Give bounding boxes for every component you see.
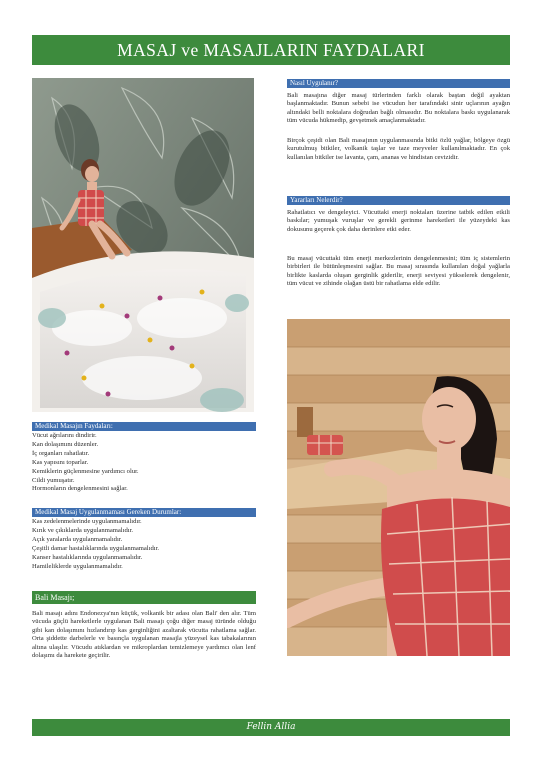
benefits-paragraph-1: Rahatlatıcı ve dengeleyici. Vücuttaki enerji noktaları üzerine tatbik edilen etkili baskılar; yumuşak vuruşlar ve gerekli gerinme hareketleri ile yüzeydeki kas dokusunu geçerek çok daha derinlere etki eder. <box>287 209 510 233</box>
list-item: Vücut ağrılarını dindirir. <box>32 432 97 439</box>
list-item: İç organları rahatlatır. <box>32 449 90 457</box>
list-item: Hormonların dengelenmesini sağlar. <box>32 485 128 493</box>
list-item: Kan dolaşımını düzenler. <box>32 440 99 448</box>
list-item: Hamileliklerde uygulanmamalıdır. <box>32 562 123 570</box>
bali-heading: Bali Masajı; <box>32 591 256 604</box>
how-applied-paragraph-1: Bali masajına diğer masaj türlerinden farklı olarak baştan değil ayaktan başlanmaktadır. Bunun sebebi ise vücudun her tarafındaki sinir uçlarının ayağın altındaki belli noktalara doğrudan bağlı olmasıdır. Bu noktalara baskı uygulanarak tüm vücuda hükmedip, gevşetmek amaçlanmaktadır. <box>287 92 510 125</box>
how-applied-paragraph-2: Birçok çeşidi olan Bali masajının uygulanmasında bitki özlü yağlar, bölgeye özgü kurutulmuş bitkiler, volkanik taşlar ve taze meyveler kullanılmaktadır. En çok kullanılan bitkiler ise lavanta, çam, ananas ve hindistan cevizidir. <box>287 137 510 161</box>
medical-benefits-list <box>32 432 256 494</box>
list-item: Kanser hastalıklarında uygulanmamalıdır. <box>32 553 143 561</box>
jacuzzi-photo <box>32 78 254 412</box>
medical-benefits-heading: Medikal Masajın Faydaları: <box>32 422 256 431</box>
sauna-photo <box>287 319 510 656</box>
list-item: Açık yaralarda uygulanmamalıdır. <box>32 535 123 543</box>
benefits-heading: Yararları Nelerdir? <box>287 196 510 205</box>
list-item: Çeşitli damar hastalıklarında uygulanmamalıdır. <box>32 544 160 552</box>
list-item: Kemiklerin güçlenmesine yardımcı olur. <box>32 467 139 475</box>
how-applied-heading: Nasıl Uygulanır? <box>287 79 510 88</box>
contraindications-list <box>32 518 256 571</box>
list-item: Kas zedelenmelerinde uygulanmamalıdır. <box>32 518 142 525</box>
list-item: Kas yapısını toparlar. <box>32 458 89 466</box>
contraindications-heading: Medikal Masaj Uygulanmaması Gereken Durumlar: <box>32 508 256 517</box>
bali-paragraph: Bali masajı adını Endonezya'nın küçük, volkanik bir adası olan Bali' den alır. Tüm vücuda güçlü hareketlerle uygulanan Bali masajı çoğu diğer masaj türünde olduğu gibi kan dolaşımını hızlandırıp kas gerginliğini azaltarak vücutta rahatlama sağlar. Orta şiddette darbelerle ve basınçla uygulanan masajla yüzeysel kas tabakalarının altına ulaşılır. Vücudu atıklardan ve mikroplardan temizlemeye yardımcı olan lenf dolaşımı da harekete geçirilir. <box>32 610 256 660</box>
list-item: Cildi yumuşatır. <box>32 476 75 484</box>
list-item: Kırık ve çıkıklarda uygulanmamalıdır. <box>32 526 134 534</box>
footer-signature: Fellin Allia <box>32 719 510 736</box>
benefits-paragraph-2: Bu masaj vücuttaki tüm enerji merkezlerinin dengelenmesini; tüm iç sistemlerin birbirleri ile bütünleşmesini sağlar. Bu masaj sırasında kullanılan doğal yağlarla birlikte kaslarda oluşan gerginlik giderilir, enerji seviyesi yükselerek dengelenir, tüm vücut ve zihinde olağan üstü bir rahatlama elde edilir. <box>287 255 510 288</box>
page-title: MASAJ ve MASAJLARIN FAYDALARI <box>32 35 510 65</box>
